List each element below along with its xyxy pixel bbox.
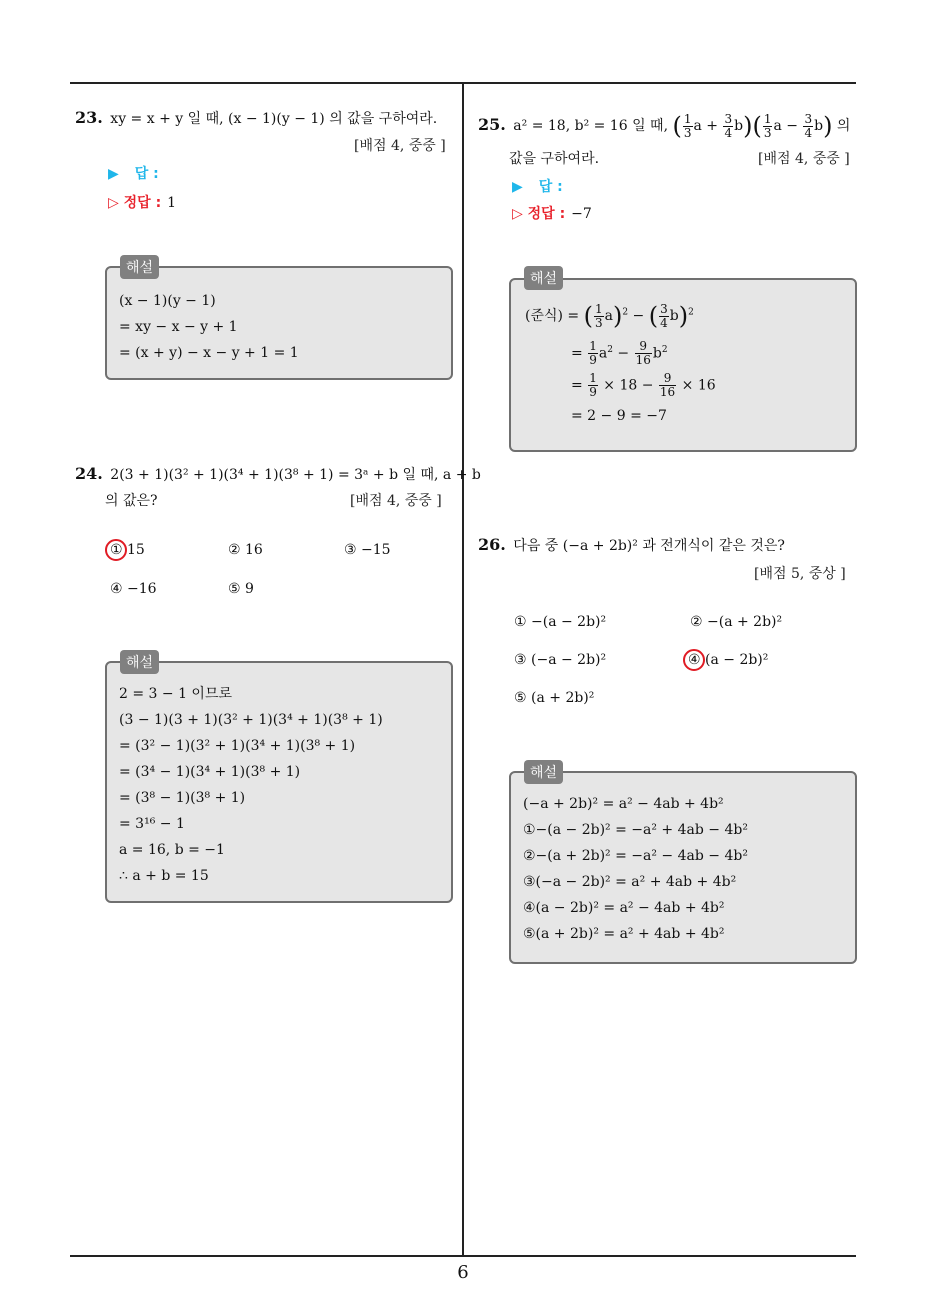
q26-solution-lines — [523, 791, 748, 947]
q25-score: [배점 4, 중중 ] — [758, 151, 850, 167]
selected-answer-circle — [683, 649, 705, 671]
solution-line: ③(−a − 2b)² = a² + 4ab + 4b² — [523, 874, 737, 890]
q26-choice-5[interactable]: ⑤ (a + 2b)² — [514, 690, 595, 706]
q25-correct-value: −7 — [571, 206, 592, 222]
q25-correct-answer — [512, 203, 592, 223]
q24-choice-1[interactable]: ① 15 — [110, 542, 145, 558]
q25-solution-box — [509, 278, 857, 452]
q24-number: 24. — [75, 464, 103, 483]
q23-answer-label: 답 : — [134, 166, 159, 182]
q25-answer-label: 답 : — [538, 179, 563, 195]
q23-solution-lines — [119, 288, 299, 366]
q25-text-part2: 의 — [836, 118, 851, 134]
selected-answer-circle — [105, 539, 127, 561]
q23-question — [75, 108, 437, 128]
q25-solution-tag: 해설 — [524, 266, 563, 290]
q26-choice-2[interactable]: ② −(a + 2b)² — [690, 614, 783, 630]
q23-number: 23. — [75, 108, 103, 127]
q26-question — [478, 535, 785, 555]
q26-choice-3[interactable]: ③ (−a − 2b)² — [514, 652, 607, 668]
q25-solution-line2: = $\frac{1}{9}$ $a^2$ − $\frac{9}{16}$ $b^2$ — [571, 339, 668, 367]
solution-line: = (3⁴ − 1)(3⁴ + 1)(3⁸ + 1) — [119, 764, 301, 780]
solution-line: ②−(a + 2b)² = −a² − 4ab − 4b² — [523, 848, 748, 864]
solution-line: (x − 1)(y − 1) — [119, 293, 216, 309]
solution-line: = (3² − 1)(3² + 1)(3⁴ + 1)(3⁸ + 1) — [119, 738, 356, 754]
q24-text-line2: 의 값은? — [105, 493, 158, 509]
solution-line: (−a + 2b)² = a² − 4ab + 4b² — [523, 796, 724, 812]
column-divider — [462, 82, 464, 1256]
solution-line: ∴ a + b = 15 — [119, 868, 209, 884]
solution-line: = (x + y) − x − y + 1 = 1 — [119, 345, 299, 361]
solution-line: = xy − x − y + 1 — [119, 319, 238, 335]
outline-triangle-icon: ▷ — [108, 195, 124, 211]
q24-text-line1: 2(3 + 1)(3² + 1)(3⁴ + 1)(3⁸ + 1) = 3ᵃ + b 일 때, a + b — [110, 467, 481, 483]
q25-answer-field[interactable] — [512, 176, 563, 196]
play-icon: ▶ — [512, 179, 523, 195]
q23-answer-field[interactable] — [108, 163, 159, 183]
solution-line: (3 − 1)(3 + 1)(3² + 1)(3⁴ + 1)(3⁸ + 1) — [119, 712, 383, 728]
q23-text: xy = x + y 일 때, (x − 1)(y − 1) 의 값을 구하여라. — [110, 111, 438, 127]
q24-solution-lines — [119, 681, 383, 889]
q25-sol-prefix: (준식) = — [525, 308, 580, 324]
q24-choice-3[interactable]: ③ −15 — [344, 542, 391, 558]
solution-line: ⑤(a + 2b)² = a² + 4ab + 4b² — [523, 926, 725, 942]
q24-score: [배점 4, 중중 ] — [350, 493, 442, 509]
q25-solution-line4: = 2 − 9 = −7 — [571, 408, 667, 424]
q25-solution-line1: (준식) = ( $\frac{1}{3}$ a)$^2$ − ( $\frac{3}{4}$ b)$^2$ — [525, 301, 694, 330]
q24-choice-5[interactable]: ⑤ 9 — [228, 581, 254, 597]
q25-expression: ( $\frac{1}{3}$ a + $\frac{3}{4}$ b)( $\frac{1}{3}$ a − $\frac{3}{4}$ b) — [672, 111, 833, 140]
q26-text: 다음 중 (−a + 2b)² 과 전개식이 같은 것은? — [513, 538, 785, 554]
q24-choice-4[interactable]: ④ −16 — [110, 581, 157, 597]
solution-line: ①−(a − 2b)² = −a² + 4ab − 4b² — [523, 822, 748, 838]
q23-solution-box — [105, 266, 453, 380]
q24-solution-tag: 해설 — [120, 650, 159, 674]
q23-solution-tag: 해설 — [120, 255, 159, 279]
q23-correct-answer — [108, 192, 176, 212]
q23-correct-label: 정답 : — [123, 195, 162, 211]
q26-solution-box — [509, 771, 857, 964]
q26-solution-tag: 해설 — [524, 760, 563, 784]
q25-text-line2: 값을 구하여라. — [509, 151, 600, 167]
q25-text-part1: a² = 18, b² = 16 일 때, — [513, 118, 669, 134]
solution-line: = (3⁸ − 1)(3⁸ + 1) — [119, 790, 246, 806]
q23-correct-value: 1 — [167, 195, 177, 211]
q24-solution-box — [105, 661, 453, 903]
page-number: 6 — [457, 1262, 469, 1283]
bottom-rule — [70, 1255, 856, 1257]
q25-question — [478, 112, 850, 140]
q24-question — [75, 464, 481, 484]
q26-score: [배점 5, 중상 ] — [754, 566, 846, 582]
outline-triangle-icon: ▷ — [512, 206, 528, 222]
q23-score: [배점 4, 중중 ] — [354, 138, 446, 154]
q26-choice-4[interactable]: ④ (a − 2b)² — [688, 652, 769, 668]
q24-choice-2[interactable]: ② 16 — [228, 542, 263, 558]
solution-line: 2 = 3 − 1 이므로 — [119, 686, 233, 702]
q26-choice-1[interactable]: ① −(a − 2b)² — [514, 614, 607, 630]
solution-line: = 3¹⁶ − 1 — [119, 816, 185, 832]
q25-correct-label: 정답 : — [527, 206, 566, 222]
q25-solution-line3: = $\frac{1}{9}$ × 18 − $\frac{9}{16}$ × 16 — [571, 371, 716, 399]
q25-number: 25. — [478, 115, 506, 134]
solution-line: a = 16, b = −1 — [119, 842, 225, 858]
solution-line: ④(a − 2b)² = a² − 4ab + 4b² — [523, 900, 725, 916]
play-icon: ▶ — [108, 166, 119, 182]
q26-number: 26. — [478, 535, 506, 554]
